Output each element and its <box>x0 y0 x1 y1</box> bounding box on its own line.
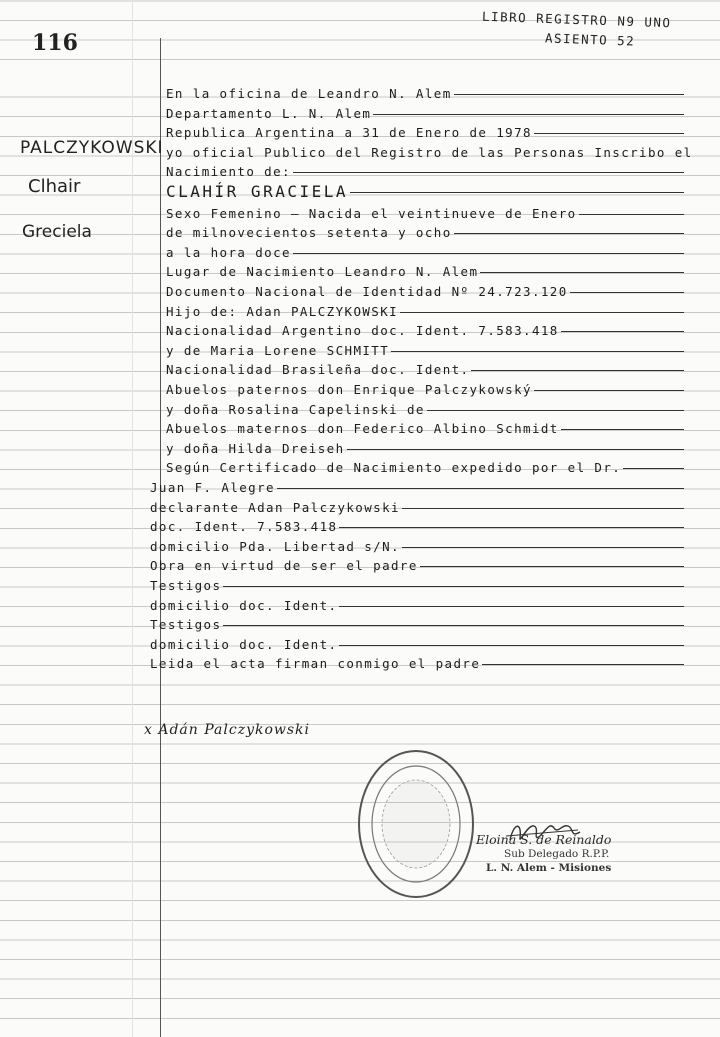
fill-dash <box>223 586 684 587</box>
fill-dash <box>391 351 684 352</box>
official-seal-stamp <box>356 748 476 900</box>
entry-line <box>166 439 684 458</box>
entry-line <box>166 419 684 438</box>
entry-line-text: a la hora doce <box>166 244 291 260</box>
fill-dash <box>339 606 684 607</box>
entry-line <box>166 302 684 321</box>
entry-line-text: Nacionalidad Argentino doc. Ident. 7.583.418 <box>166 323 559 339</box>
fill-dash <box>350 192 684 193</box>
entry-line <box>166 380 684 399</box>
entry-line-text: Departamento L. N. Alem <box>166 105 372 121</box>
entry-line <box>150 635 684 654</box>
entry-line-text: yo oficial Publico del Registro de las Personas Inscribo el <box>166 144 693 160</box>
entry-line-text: Lugar de Nacimiento Leandro N. Alem <box>166 264 479 280</box>
entry-line-text: domicilio doc. Ident. <box>150 636 338 652</box>
margin-surname: PALCZYKOWSKI <box>20 138 164 158</box>
entry-line-text: CLAHÍR GRACIELA <box>166 182 348 201</box>
entry-line <box>166 104 684 123</box>
entry-line <box>166 458 684 477</box>
fill-dash <box>402 508 684 509</box>
entry-line <box>150 556 684 575</box>
entry-line <box>166 282 684 301</box>
fill-dash <box>579 214 684 215</box>
page-number: 116 <box>32 30 78 56</box>
entry-line <box>150 478 684 497</box>
fill-dash <box>623 468 684 469</box>
entry-line-text: Nacionalidad Brasileña doc. Ident. <box>166 362 470 378</box>
entry-line <box>166 341 684 360</box>
entry-line-text: Testigos <box>150 617 222 633</box>
margin-second-name: Greciela <box>22 222 92 242</box>
fill-dash <box>339 645 684 646</box>
entry-line-text: Obra en virtud de ser el padre <box>150 558 418 574</box>
entry-line-text: y doña Hilda Dreiseh <box>166 440 345 456</box>
entry-line-text: Documento Nacional de Identidad Nº 24.723.120 <box>166 284 568 299</box>
fill-dash <box>561 429 684 430</box>
entry-line <box>150 517 684 536</box>
fill-dash <box>293 172 684 173</box>
entry-line-text: Hijo de: Adan PALCZYKOWSKI <box>166 303 399 319</box>
entry-line-text: Abuelos paternos don Enrique Palczykowský <box>166 382 532 397</box>
fill-dash <box>293 253 684 254</box>
entry-line <box>166 123 684 142</box>
fill-dash <box>347 449 684 450</box>
official-place: L. N. Alem - Misiones <box>486 862 612 874</box>
fill-dash <box>482 664 684 665</box>
entry-number-label: ASIENTO 52 <box>544 30 636 49</box>
entry-line <box>150 498 684 517</box>
entry-line-text: Abuelos maternos don Federico Albino Schmidt <box>166 421 559 437</box>
fill-dash <box>420 566 684 567</box>
entry-line-text: Sexo Femenino — Nacida el veintinueve de Enero <box>166 205 577 221</box>
official-name: Eloina S. de Reinaldo <box>476 832 612 847</box>
entry-line-text: domicilio Pda. Libertad s/N. <box>150 538 400 554</box>
entry-line <box>166 204 684 223</box>
fill-dash <box>454 94 684 95</box>
fill-dash <box>427 410 684 411</box>
entry-line <box>166 182 684 201</box>
entry-line-text: declarante Adan Palczykowski <box>150 499 400 515</box>
margin-first-name: Clhair <box>28 176 81 197</box>
fill-dash <box>570 292 684 293</box>
fill-dash <box>471 370 684 371</box>
entry-line <box>166 360 684 379</box>
entry-line <box>166 321 684 340</box>
fill-dash <box>480 272 684 273</box>
entry-line-text: Nacimiento de: <box>166 164 291 180</box>
fill-dash <box>454 233 684 234</box>
entry-line-text: En la oficina de Leandro N. Alem <box>166 86 452 101</box>
entry-line-text: Juan F. Alegre <box>150 480 275 495</box>
entry-line <box>166 243 684 262</box>
fill-dash <box>534 390 684 391</box>
fill-dash <box>561 331 684 332</box>
entry-line-text: Republica Argentina a 31 de Enero de 1978 <box>166 125 532 141</box>
entry-line-text: domicilio doc. Ident. <box>150 597 338 613</box>
entry-line <box>150 537 684 556</box>
entry-line <box>166 162 684 181</box>
entry-line-text: doc. Ident. 7.583.418 <box>150 519 338 535</box>
fill-dash <box>534 133 684 134</box>
parent-signature: x Adán Palczykowski <box>144 722 311 738</box>
entry-line-text: y doña Rosalina Capelinski de <box>166 401 425 417</box>
fill-dash <box>400 312 684 313</box>
entry-line <box>166 400 684 419</box>
entry-line-text: Según Certificado de Nacimiento expedido por el Dr. <box>166 460 622 476</box>
entry-line <box>166 223 684 242</box>
entry-line <box>166 262 684 281</box>
fill-dash <box>277 488 684 489</box>
entry-line-text: Leida el acta firman conmigo el padre <box>150 656 481 672</box>
fill-dash <box>339 527 684 528</box>
official-role: Sub Delegado R.P.P. <box>504 848 610 860</box>
entry-line <box>150 615 684 634</box>
entry-line-text: Testigos <box>150 578 222 593</box>
fill-dash <box>223 625 684 626</box>
entry-line <box>150 654 684 673</box>
entry-line <box>166 84 684 103</box>
fill-dash <box>402 547 684 548</box>
register-book-label: LIBRO REGISTRO N9 UNO <box>481 8 672 31</box>
fill-dash <box>373 114 684 115</box>
entry-line <box>150 596 684 615</box>
entry-line <box>150 576 684 595</box>
entry-line-text: y de Maria Lorene SCHMITT <box>166 342 390 358</box>
entry-line <box>166 143 695 162</box>
entry-line-text: de milnovecientos setenta y ocho <box>166 225 452 241</box>
